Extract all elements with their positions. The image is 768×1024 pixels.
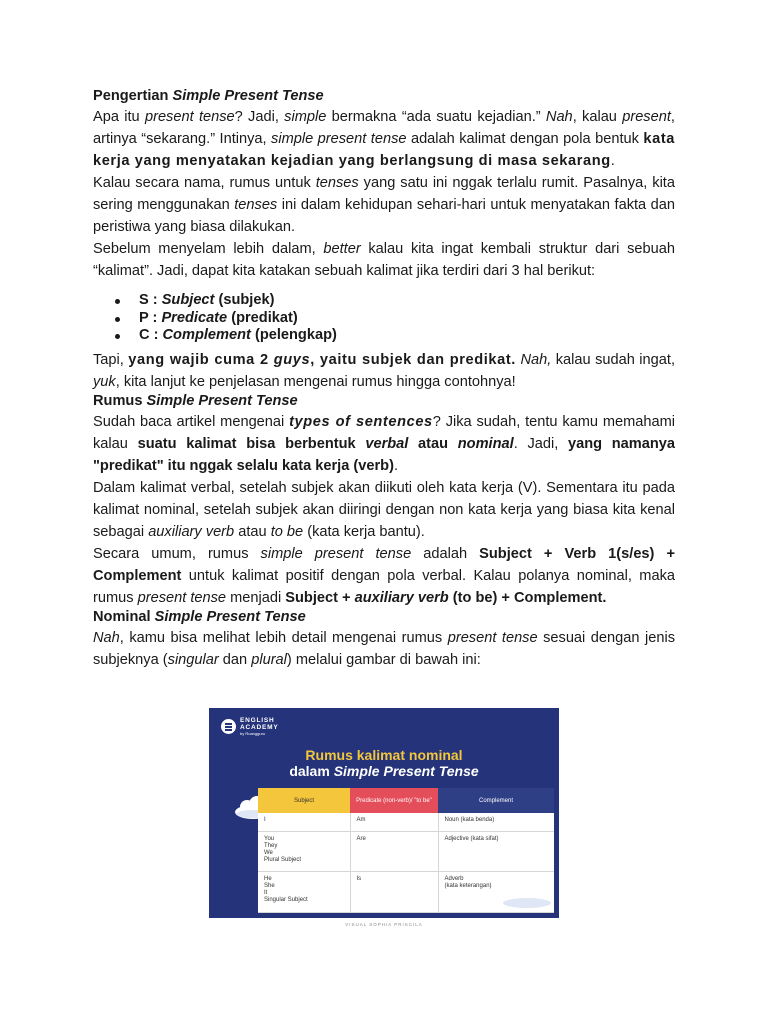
sentence-structure-list xyxy=(93,292,675,345)
heading-rumus: Rumus Simple Present Tense xyxy=(93,392,298,409)
list-item: S : Subject (subjek) xyxy=(115,292,675,310)
paragraph-tenses: Kalau secara nama, rumus untuk tenses yang satu ini nggak terlalu rumit. Pasalnya, kita sering menggunakan tenses ini dalam kehidupan sehari-hari untuk menyatakan fakta dan peristiwa yang biasa dilakukan. xyxy=(93,175,675,235)
list-item: P : Predicate (predikat) xyxy=(115,310,675,328)
nominal-formula-infographic xyxy=(209,708,559,918)
image-caption: VISUAL SOPHIA PRISCILA xyxy=(345,922,423,927)
article-content xyxy=(93,86,675,671)
paragraph-structure: Sebelum menyelam lebih dalam, better kalau kita ingat kembali struktur dari sebuah “kalimat”. Jadi, dapat kita katakan sebuah kalimat jika terdiri dari 3 hal berikut: xyxy=(93,241,675,279)
table-row: I Am Noun (kata benda) xyxy=(258,813,554,832)
english-academy-logo xyxy=(221,717,278,736)
cloud-right-icon xyxy=(499,876,555,910)
paragraph-definition: Apa itu present tense? Jadi, simple bermakna “ada suatu kejadian.” Nah, kalau present, artinya “sekarang.” Intinya, simple present tense adalah kalimat dengan pola bentuk kata kerja yang menyatakan kejadian yang berlangsung di masa sekarang. xyxy=(93,109,675,169)
heading-nominal: Nominal Simple Present Tense xyxy=(93,608,306,625)
logo-subtext: by Ruangguru xyxy=(240,731,266,736)
paragraph-required: Tapi, yang wajib cuma 2 guys, yaitu subjek dan predikat. Nah, kalau sudah ingat, yuk, kita lanjut ke penjelasan mengenai rumus hingga contohnya! xyxy=(93,351,675,390)
infographic-title: Rumus kalimat nominal xyxy=(305,747,463,763)
column-header-subject: Subject xyxy=(258,788,350,813)
logo-text-2: ACADEMY xyxy=(240,724,279,731)
table-row: He She It Singular Subject Is Adverb (kata keterangan) xyxy=(258,872,554,913)
paragraph-verbal-nominal: Dalam kalimat verbal, setelah subjek akan diikuti oleh kata kerja (V). Sementara itu pada kalimat nominal, setelah subjek akan diiringi dengan non kata kerja yang biasa kita kenal sebagai auxiliary verb atau to be (kata kerja bantu). xyxy=(93,479,675,540)
logo-text-1: ENGLISH xyxy=(240,717,275,724)
list-item: C : Complement (pelengkap) xyxy=(115,327,675,345)
infographic-subtitle: dalam Simple Present Tense xyxy=(289,763,479,779)
column-header-complement: Complement xyxy=(438,788,554,813)
paragraph-types-of-sentences: Sudah baca artikel mengenai types of sentences? Jika sudah, tentu kamu memahami kalau suatu kalimat bisa berbentuk verbal atau nominal. Jadi, yang namanya "predikat" itu nggak selalu kata kerja (verb). xyxy=(93,413,676,474)
chat-bubble-icon xyxy=(221,719,236,734)
paragraph-image-intro: Nah, kamu bisa melihat lebih detail mengenai rumus present tense sesuai dengan jenis subjeknya (singular dan plural) melalui gambar di bawah ini: xyxy=(93,629,676,668)
table-row: You They We Plural Subject Are Adjective (kata sifat) xyxy=(258,832,554,872)
paragraph-formula: Secara umum, rumus simple present tense adalah Subject + Verb 1(s/es) + Complement untuk kalimat positif dengan pola verbal. Kalau polanya nominal, maka rumus present tense menjadi Subject + auxiliary verb (to be) + Complement. xyxy=(93,545,675,606)
heading-pengertian: Pengertian Simple Present Tense xyxy=(93,88,324,104)
column-header-predicate: Predicate (non-verb)/ "to be" xyxy=(350,788,438,813)
